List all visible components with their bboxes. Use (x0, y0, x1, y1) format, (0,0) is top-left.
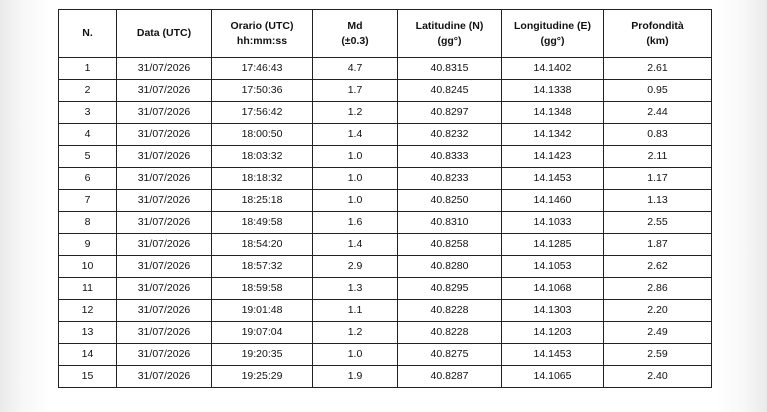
cell-magnitude: 1.9 (313, 366, 398, 388)
cell-longitude: 14.1453 (502, 168, 604, 190)
cell-latitude: 40.8315 (398, 58, 502, 80)
table-row (59, 58, 712, 80)
cell-depth: 0.83 (604, 124, 712, 146)
cell-latitude: 40.8280 (398, 256, 502, 278)
header-latitude-line: Latitudine (N) (415, 19, 484, 32)
cell-date: 31/07/2026 (117, 322, 212, 344)
cell-time: 18:00:50 (212, 124, 313, 146)
header-depth-line: Profondità (631, 19, 684, 32)
cell-time: 18:18:32 (212, 168, 313, 190)
cell-longitude: 14.1423 (502, 146, 604, 168)
cell-magnitude: 1.4 (313, 234, 398, 256)
cell-latitude: 40.8295 (398, 278, 502, 300)
cell-number: 10 (59, 256, 117, 278)
cell-date: 31/07/2026 (117, 102, 212, 124)
header-latitude-line: (gg°) (437, 34, 462, 47)
cell-date: 31/07/2026 (117, 344, 212, 366)
cell-number: 3 (59, 102, 117, 124)
header-magnitude-line: (±0.3) (341, 34, 369, 47)
cell-depth: 0.95 (604, 80, 712, 102)
cell-number: 2 (59, 80, 117, 102)
table-row (59, 124, 712, 146)
cell-magnitude: 1.4 (313, 124, 398, 146)
cell-latitude: 40.8228 (398, 322, 502, 344)
table-row (59, 366, 712, 388)
cell-magnitude: 1.6 (313, 212, 398, 234)
cell-latitude: 40.8228 (398, 300, 502, 322)
cell-depth: 2.61 (604, 58, 712, 80)
cell-latitude: 40.8232 (398, 124, 502, 146)
table-row (59, 300, 712, 322)
table-row (59, 344, 712, 366)
cell-date: 31/07/2026 (117, 124, 212, 146)
header-depth (604, 10, 712, 58)
cell-time: 19:25:29 (212, 366, 313, 388)
header-depth-line: (km) (646, 34, 669, 47)
cell-number: 9 (59, 234, 117, 256)
cell-number: 8 (59, 212, 117, 234)
cell-time: 17:50:36 (212, 80, 313, 102)
cell-number: 6 (59, 168, 117, 190)
header-longitude-line: (gg°) (540, 34, 565, 47)
cell-longitude: 14.1348 (502, 102, 604, 124)
cell-latitude: 40.8258 (398, 234, 502, 256)
header-time (212, 10, 313, 58)
header-time-line: Orario (UTC) (230, 19, 294, 32)
cell-depth: 1.87 (604, 234, 712, 256)
cell-time: 19:01:48 (212, 300, 313, 322)
cell-date: 31/07/2026 (117, 168, 212, 190)
cell-time: 17:46:43 (212, 58, 313, 80)
header-magnitude-line: Md (347, 19, 363, 32)
table-row (59, 146, 712, 168)
cell-time: 18:49:58 (212, 212, 313, 234)
cell-number: 7 (59, 190, 117, 212)
cell-number: 1 (59, 58, 117, 80)
cell-latitude: 40.8275 (398, 344, 502, 366)
header-number (59, 10, 117, 58)
cell-longitude: 14.1338 (502, 80, 604, 102)
cell-date: 31/07/2026 (117, 58, 212, 80)
cell-longitude: 14.1285 (502, 234, 604, 256)
table-row (59, 190, 712, 212)
cell-longitude: 14.1342 (502, 124, 604, 146)
cell-number: 15 (59, 366, 117, 388)
cell-magnitude: 1.2 (313, 322, 398, 344)
cell-magnitude: 1.1 (313, 300, 398, 322)
cell-depth: 2.44 (604, 102, 712, 124)
cell-number: 14 (59, 344, 117, 366)
cell-time: 18:54:20 (212, 234, 313, 256)
cell-number: 5 (59, 146, 117, 168)
table-row (59, 212, 712, 234)
cell-magnitude: 2.9 (313, 256, 398, 278)
table-row (59, 102, 712, 124)
cell-magnitude: 1.0 (313, 344, 398, 366)
header-longitude-line: Longitudine (E) (514, 19, 591, 32)
cell-longitude: 14.1453 (502, 344, 604, 366)
cell-depth: 2.86 (604, 278, 712, 300)
cell-latitude: 40.8233 (398, 168, 502, 190)
cell-longitude: 14.1033 (502, 212, 604, 234)
cell-time: 18:59:58 (212, 278, 313, 300)
header-date-line: Data (UTC) (136, 27, 192, 39)
earthquake-table (58, 9, 712, 388)
cell-longitude: 14.1402 (502, 58, 604, 80)
table-body (59, 58, 712, 388)
cell-number: 11 (59, 278, 117, 300)
header-longitude (502, 10, 604, 58)
table-row (59, 80, 712, 102)
header-date (117, 10, 212, 58)
cell-latitude: 40.8287 (398, 366, 502, 388)
table-row (59, 234, 712, 256)
cell-longitude: 14.1203 (502, 322, 604, 344)
cell-magnitude: 4.7 (313, 58, 398, 80)
cell-latitude: 40.8310 (398, 212, 502, 234)
cell-date: 31/07/2026 (117, 256, 212, 278)
cell-magnitude: 1.3 (313, 278, 398, 300)
cell-depth: 2.20 (604, 300, 712, 322)
header-time-line: hh:mm:ss (236, 34, 288, 47)
table-row (59, 322, 712, 344)
header-magnitude (313, 10, 398, 58)
cell-date: 31/07/2026 (117, 366, 212, 388)
cell-number: 13 (59, 322, 117, 344)
cell-latitude: 40.8333 (398, 146, 502, 168)
cell-depth: 2.55 (604, 212, 712, 234)
cell-date: 31/07/2026 (117, 234, 212, 256)
cell-date: 31/07/2026 (117, 80, 212, 102)
cell-magnitude: 1.0 (313, 146, 398, 168)
cell-date: 31/07/2026 (117, 190, 212, 212)
cell-time: 19:07:04 (212, 322, 313, 344)
cell-time: 18:57:32 (212, 256, 313, 278)
cell-longitude: 14.1460 (502, 190, 604, 212)
cell-date: 31/07/2026 (117, 146, 212, 168)
cell-magnitude: 1.0 (313, 168, 398, 190)
cell-depth: 2.62 (604, 256, 712, 278)
cell-longitude: 14.1068 (502, 278, 604, 300)
cell-longitude: 14.1303 (502, 300, 604, 322)
cell-number: 12 (59, 300, 117, 322)
cell-magnitude: 1.0 (313, 190, 398, 212)
cell-depth: 2.11 (604, 146, 712, 168)
cell-latitude: 40.8297 (398, 102, 502, 124)
cell-longitude: 14.1065 (502, 366, 604, 388)
cell-depth: 1.17 (604, 168, 712, 190)
header-number-line: N. (82, 27, 93, 39)
cell-date: 31/07/2026 (117, 212, 212, 234)
cell-date: 31/07/2026 (117, 300, 212, 322)
table-row (59, 256, 712, 278)
cell-time: 17:56:42 (212, 102, 313, 124)
cell-magnitude: 1.7 (313, 80, 398, 102)
cell-time: 18:25:18 (212, 190, 313, 212)
cell-depth: 2.40 (604, 366, 712, 388)
header-row (59, 10, 712, 58)
cell-depth: 2.59 (604, 344, 712, 366)
cell-longitude: 14.1053 (502, 256, 604, 278)
table-row (59, 278, 712, 300)
cell-depth: 1.13 (604, 190, 712, 212)
cell-time: 18:03:32 (212, 146, 313, 168)
cell-latitude: 40.8250 (398, 190, 502, 212)
cell-depth: 2.49 (604, 322, 712, 344)
cell-number: 4 (59, 124, 117, 146)
cell-latitude: 40.8245 (398, 80, 502, 102)
cell-time: 19:20:35 (212, 344, 313, 366)
table-row (59, 168, 712, 190)
cell-date: 31/07/2026 (117, 278, 212, 300)
header-latitude (398, 10, 502, 58)
cell-magnitude: 1.2 (313, 102, 398, 124)
